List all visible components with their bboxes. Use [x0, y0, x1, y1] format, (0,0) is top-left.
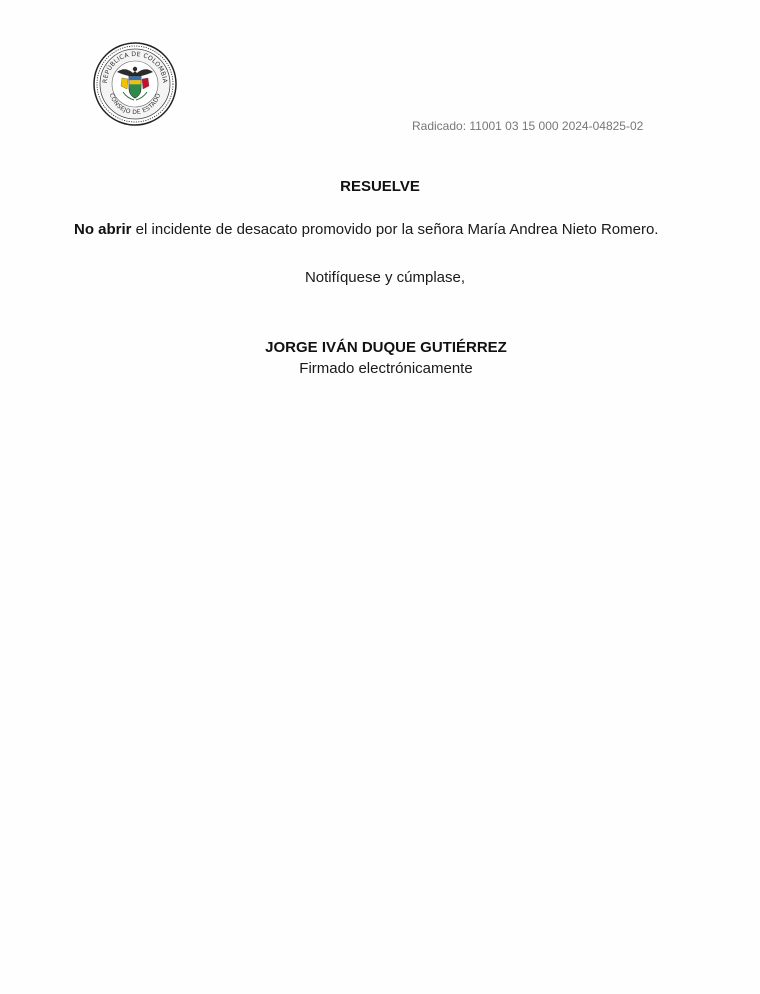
resolution-heading: RESUELVE [340, 178, 420, 195]
case-number: Radicado: 11001 03 15 000 2024-04825-02 [412, 119, 644, 133]
decision-emphasis: No abrir [74, 221, 132, 238]
signer-name: JORGE IVÁN DUQUE GUTIÉRREZ [265, 339, 507, 356]
decision-paragraph [74, 221, 658, 238]
svg-text:REPÚBLICA DE COLOMBIA: REPÚBLICA DE COLOMBIA [101, 50, 169, 84]
svg-text:CONSEJO DE ESTADO: CONSEJO DE ESTADO [107, 92, 163, 117]
consejo-de-estado-seal-icon [93, 42, 177, 126]
signature-note: Firmado electrónicamente [299, 360, 473, 377]
closing-formula: Notifíquese y cúmplase, [304, 269, 466, 286]
decision-text: el incidente de desacato promovido por la señora María Andrea Nieto Romero. [131, 221, 659, 238]
